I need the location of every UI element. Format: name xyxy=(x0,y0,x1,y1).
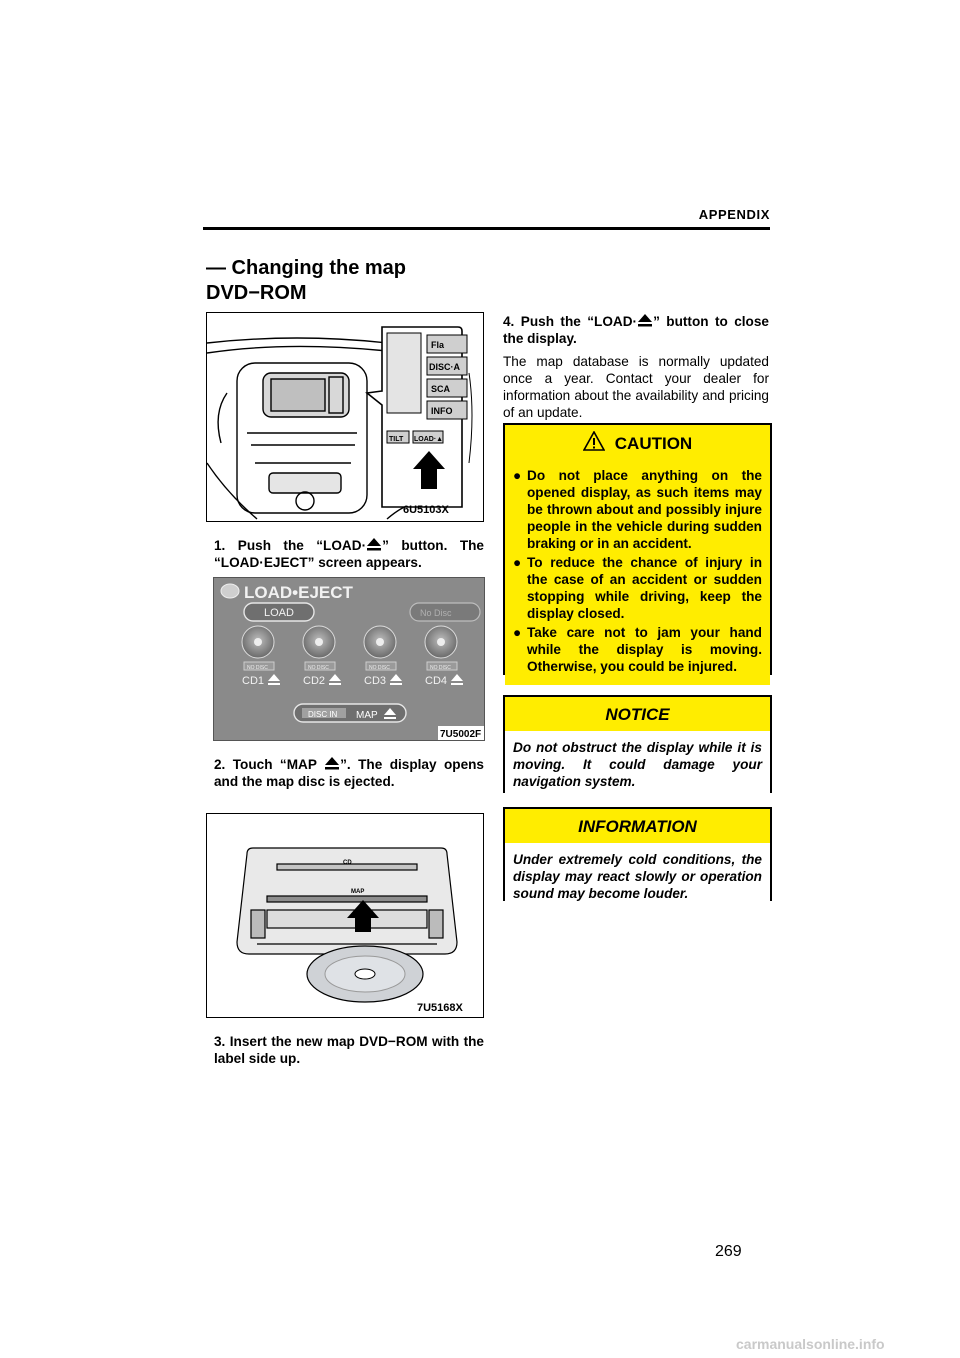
caution-header xyxy=(505,425,770,461)
page-title xyxy=(206,256,406,306)
step-2 xyxy=(214,756,484,790)
cd-slot-label: CD xyxy=(343,860,352,866)
bullet-icon: ● xyxy=(513,555,522,570)
caution-item xyxy=(513,467,762,552)
page-title-line2: DVD−ROM xyxy=(206,282,307,304)
load-eject-screen-illustration xyxy=(214,578,484,740)
notice-text: Do not obstruct the display while it is moving. It could damage your navigation system. xyxy=(505,731,770,798)
figure2-code: 7U5002F xyxy=(440,729,482,740)
eject-icon xyxy=(637,313,653,327)
notice-box xyxy=(503,695,772,793)
callout-label-load: LOAD·▲ xyxy=(414,436,444,443)
figure-disc-slot xyxy=(206,813,484,1018)
callout-label-disc: DISC·A xyxy=(429,362,460,372)
eject-icon xyxy=(366,537,382,551)
page-number: 269 xyxy=(715,1243,742,1260)
caution-item xyxy=(513,554,762,622)
map-slot-label: MAP xyxy=(351,889,365,895)
dvd-disc xyxy=(307,946,423,1002)
eject-icon xyxy=(324,756,340,770)
update-paragraph: The map database is normally updated once a year. Contact your dealer for information about the availability and pricing of an update. xyxy=(503,354,769,420)
disc-status-label: NO DISC xyxy=(247,665,268,671)
figure1-code: 6U5103X xyxy=(403,504,449,516)
caution-item-text: To reduce the chance of injury in the case of an accident or sudden stopping while driving, keep the display closed. xyxy=(527,555,762,621)
disc-status-label: NO DISC xyxy=(369,665,390,671)
information-box xyxy=(503,807,772,901)
step-4-text-post: ” button to close the display. xyxy=(503,314,769,346)
disc-status-label: NO DISC xyxy=(430,665,451,671)
step-1-text-pre: 1. Push the “LOAD· xyxy=(214,538,367,553)
figure-load-eject-screen xyxy=(213,577,485,741)
dashboard-illustration xyxy=(207,313,483,521)
step-4 xyxy=(503,313,769,347)
callout-label-sca: SCA xyxy=(431,384,451,394)
caution-box xyxy=(503,423,772,675)
callout-label-tilt: TILT xyxy=(389,436,404,443)
zoom-callout xyxy=(367,327,472,507)
step-1-text-post: ” button. The “LOAD·EJECT” screen appears. xyxy=(214,538,484,570)
nodisc-button-label: No Disc xyxy=(420,608,452,618)
step-2-text-post: ”. The display opens and the map disc is ejected. xyxy=(214,757,484,789)
warning-triangle-icon xyxy=(583,431,605,451)
caution-list xyxy=(505,461,770,685)
information-text: Under extremely cold conditions, the display may react slowly or operation sound may become louder. xyxy=(505,843,770,910)
section-header: APPENDIX xyxy=(698,207,770,222)
watermark: carmanualsonline.info xyxy=(736,1336,885,1352)
disc-label: CD4 xyxy=(425,675,448,687)
callout-label-fla: Fla xyxy=(431,340,445,350)
screen-title: LOAD•EJECT xyxy=(244,583,353,602)
bullet-icon: ● xyxy=(513,625,522,640)
disc-label: CD3 xyxy=(364,675,387,687)
caution-item xyxy=(513,624,762,675)
map-button-label: MAP xyxy=(356,710,378,721)
page-title-line1: — Changing the map xyxy=(206,257,406,279)
disc-slot-illustration xyxy=(207,814,483,1017)
figure-dashboard xyxy=(206,312,484,522)
information-title: INFORMATION xyxy=(505,809,770,843)
disc-in-label: DISC IN xyxy=(308,710,338,719)
disc-label: CD2 xyxy=(303,675,326,687)
step-2-text-pre: 2. Touch “MAP xyxy=(214,757,325,772)
bullet-icon: ● xyxy=(513,468,522,483)
caution-item-text: Take care not to jam your hand while the display is moving. Otherwise, you could be injured. xyxy=(527,625,762,674)
step-3: 3. Insert the new map DVD−ROM with the label side up. xyxy=(214,1034,484,1066)
disc-status-label: NO DISC xyxy=(308,665,329,671)
notice-title: NOTICE xyxy=(505,697,770,731)
load-button-label: LOAD xyxy=(264,607,294,619)
step-4-text-pre: 4. Push the “LOAD· xyxy=(503,314,638,329)
step-1 xyxy=(214,537,484,571)
caution-item-text: Do not place anything on the opened display, as such items may be thrown about and possibly injure people in the vehicle during sudden braking or in an accident. xyxy=(527,468,762,551)
header-rule xyxy=(203,227,770,230)
callout-label-info: INFO xyxy=(431,406,453,416)
figure3-code: 7U5168X xyxy=(417,1002,463,1014)
caution-title: CAUTION xyxy=(614,434,693,453)
disc-label: CD1 xyxy=(242,675,265,687)
